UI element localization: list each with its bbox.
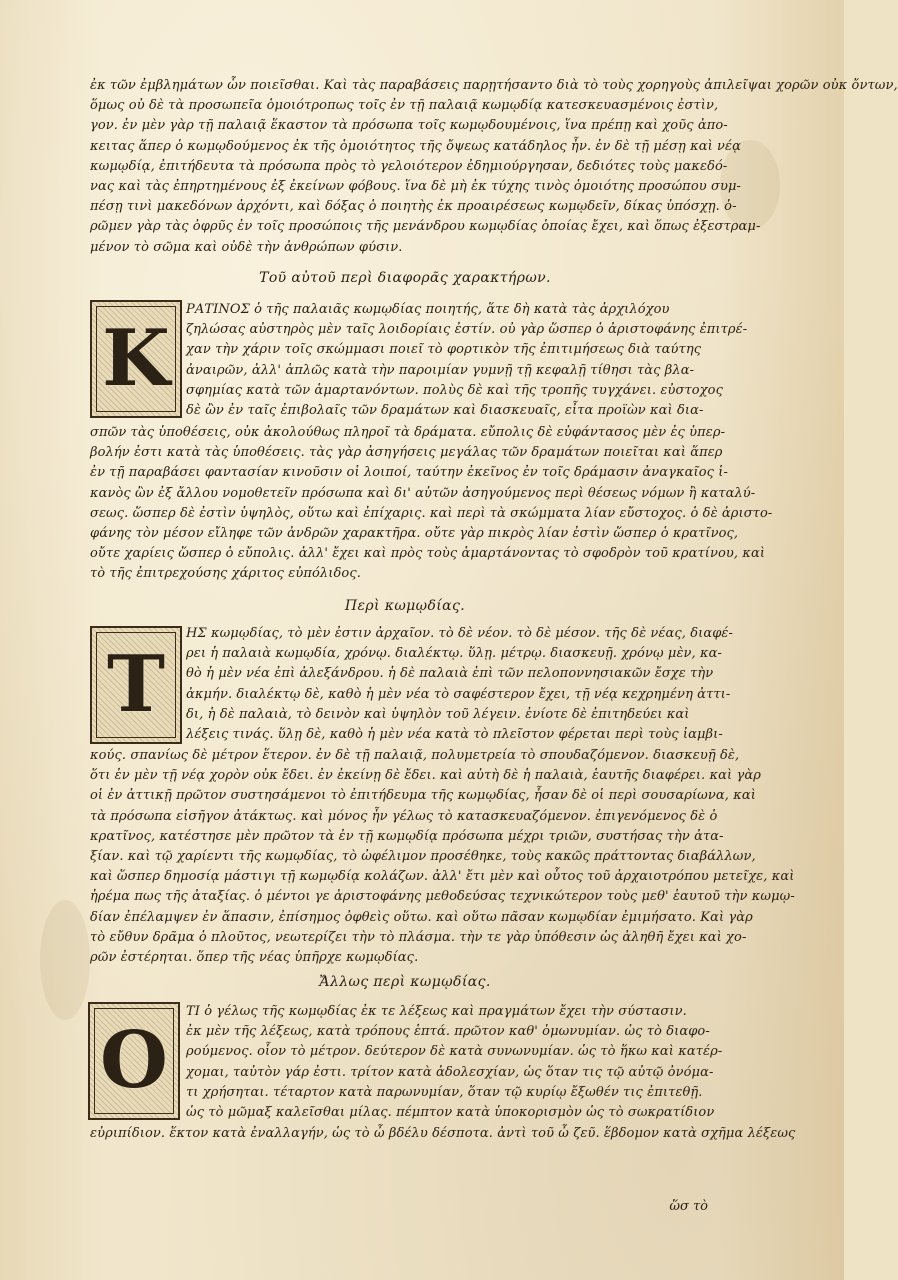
text-line: τὰ πρόσωπα εἰσῆγον ἀτάκτως. καὶ μόνος ἦν γέλως τὸ κατασκευαζόμενον. ἐπιγενόμενος δὲ ὁ xyxy=(90,808,718,824)
text-line: λέξεις τινάς. ὕλῃ δὲ, καθὸ ἡ μὲν νέα κατὰ τὸ πλεῖστον φέρεται περὶ τοὺς ἰαμβι- xyxy=(186,726,723,742)
text-line: ὡς τὸ μῶμαξ καλεῖσθαι μίλας. πέμπτον κατὰ ὑποκορισμὸν ὡς τὸ σωκρατίδιον xyxy=(186,1104,715,1120)
text-line: ἠρέμα πως τῆς ἀταξίας. ὁ μέντοι γε ἀριστοφάνης μεθοδεύσας τεχνικώτερον τοὺς μεθ' ἑαυτοῦ τὴν κωμῳ- xyxy=(90,889,795,905)
text-line: ΡΑΤΙΝΟΣ ὁ τῆς παλαιᾶς κωμῳδίας ποιητής, ἅτε δὴ κατὰ τὰς ἀρχιλόχου xyxy=(186,302,670,317)
text-line: δίαν ἐπέλαμψεν ἐν ἅπασιν, ἐπίσημος ὀφθεὶς οὕτω. καὶ οὕτω πᾶσαν κωμῳδίαν ἐμιμήσατο. Καὶ γὰρ xyxy=(90,909,753,925)
text-line: κούς. σπανίως δὲ μέτρον ἕτερον. ἐν δὲ τῇ παλαιᾷ, πολυμετρεία τὸ σπουδαζόμενον. διασκευῇ δὲ, xyxy=(90,748,740,763)
text-line: ρῶμεν γὰρ τὰς ὀφρῦς ἐν τοῖς προσώποις τῆς μενάνδρου κωμῳδίας ὁποίας ἔχει, καὶ ὅπως ἐξεστραμ- xyxy=(90,219,761,235)
text-line: ξίαν. καὶ τῷ χαρίεντι τῆς κωμῳδίας, τὸ ὠφέλιμον προσέθηκε, τοὺς κακῶς πράττοντας διαβάλλων, xyxy=(90,848,756,864)
initial-letter: Κ xyxy=(102,313,170,404)
text-line: θὸ ἡ μὲν νέα ἐπὶ ἀλεξάνδρου. ἡ δὲ παλαιὰ ἐπὶ τῶν πελοποννησιακῶν ἔσχε τὴν xyxy=(186,666,714,682)
text-line: πέσῃ τινὶ μακεδόνων ἀρχόντι, καὶ δόξας ὁ ποιητὴς ἐκ προαιρέσεως κωμῳδεῖν, δίκας ὑπόσχῃ. ὁ- xyxy=(90,199,737,215)
section-heading: Τοῦ αὐτοῦ περὶ διαφορᾶς χαρακτήρων. xyxy=(259,270,551,286)
text-line: ἐκ μὲν τῆς λέξεως, κατὰ τρόπους ἑπτά. πρῶτον καθ' ὁμωνυμίαν. ὡς τὸ διαφο- xyxy=(186,1024,710,1040)
text-line: οὔτε χαρίεις ὥσπερ ὁ εὔπολις. ἀλλ' ἔχει καὶ πρὸς τοὺς ἁμαρτάνοντας τὸ σφοδρὸν τοῦ κρατίνου, καὶ xyxy=(90,546,766,562)
text-line: ἀναιρῶν, ἀλλ' ἁπλῶς κατὰ τὴν παροιμίαν γυμνῇ τῇ κεφαλῇ τίθησι τὰς βλα- xyxy=(186,362,695,378)
text-line: καὶ ὥσπερ δημοσίᾳ μάστιγι τῇ κωμῳδίᾳ κολάζων. ἀλλ' ἔτι μὲν καὶ οὗτος τοῦ ἀρχαιοτρόπου μετεῖχε, καὶ xyxy=(90,869,795,885)
initial-frame xyxy=(96,632,176,738)
text-line: ζηλώσας αὐστηρὸς μὲν ταῖς λοιδορίαις ἐστίν. οὐ γὰρ ὥσπερ ὁ ἀριστοφάνης ἐπιτρέ- xyxy=(186,322,748,338)
text-line: ρούμενος. οἷον τὸ μέτρον. δεύτερον δὲ κατὰ συνωνυμίαν. ὡς τὸ ἥκω καὶ κατέρ- xyxy=(186,1044,723,1060)
section-paragraph xyxy=(90,746,795,968)
text-line: σεως. ὥσπερ δὲ ἐστὶν ὑψηλὸς, οὕτω καὶ ἐπίχαρις. καὶ περὶ τὰ σκώμματα λίαν εὔστοχος. ὁ δὲ ἀριστο- xyxy=(90,505,773,521)
text-line: ΤΙ ὁ γέλως τῆς κωμῳδίας ἐκ τε λέξεως καὶ πραγμάτων ἔχει τὴν σύστασιν. xyxy=(186,1004,687,1019)
text-line: κειτας ἅπερ ὁ κωμῳδούμενος ἐκ τῆς ὁμοιότητος τῆς ὄψεως κατάδηλος ἦν. ἐν δὲ τῇ μέσῃ καὶ νέᾳ xyxy=(90,138,741,154)
decorated-initial xyxy=(90,300,182,418)
text-line: δι, ἡ δὲ παλαιὰ, τὸ δεινὸν καὶ ὑψηλὸν τοῦ λέγειν. ἐνίοτε δὲ ἐπιτηδεύει καὶ xyxy=(186,706,690,722)
text-line: ΗΣ κωμῳδίας, τὸ μὲν ἐστιν ἀρχαῖον. τὸ δὲ νέον. τὸ δὲ μέσον. τῆς δὲ νέας, διαφέ- xyxy=(186,626,733,641)
text-line: ρει ἡ παλαιὰ κωμῳδία, χρόνῳ. διαλέκτῳ. ὕλῃ. μέτρῳ. διασκευῇ. χρόνῳ μὲν, κα- xyxy=(186,646,722,662)
text-line: γον. ἐν μὲν γὰρ τῇ παλαιᾷ ἕκαστον τὰ πρόσωπα τοῖς κωμῳδουμένοις, ἵνα πρέπῃ καὶ χοῦς ἀπο- xyxy=(90,118,728,134)
text-line: τὸ εὔθυν δρᾶμα ὁ πλοῦτος, νεωτερίζει τὴν τὸ πλάσμα. τὴν τε γὰρ ὑπόθεσιν ὡς ἀληθῆ ἔχει καὶ χο- xyxy=(90,929,747,945)
section-heading: Περὶ κωμῳδίας. xyxy=(344,598,466,614)
text-line: κρατῖνος, κατέστησε μὲν πρῶτον τὰ ἐν τῇ κωμῳδίᾳ πρόσωπα μέχρι τριῶν, συστήσας τὴν ἀτα- xyxy=(90,828,724,844)
text-line: σπῶν τὰς ὑποθέσεις, οὐκ ἀκολούθως πληροῖ τὰ δράματα. εὔπολις δὲ εὐφάντασος μὲν ἐς ὑπερ- xyxy=(90,425,726,440)
decorated-initial xyxy=(88,1002,180,1120)
text-line: οἱ ἐν ἀττικῇ πρῶτον συστησάμενοι τὸ ἐπιτήδευμα τῆς κωμῳδίας, ἦσαν δὲ οἱ περὶ σουσαρίωνα, καὶ xyxy=(90,788,756,804)
text-line: ὅμως οὐ δὲ τὰ προσωπεῖα ὁμοιότροπως τοῖς ἐν τῇ παλαιᾷ κωμῳδίᾳ κατεσκευασμένοις ἐστὶν, xyxy=(90,98,719,114)
section-paragraph xyxy=(90,1124,796,1144)
initial-frame xyxy=(96,306,176,412)
intro-paragraph xyxy=(90,76,898,258)
text-line: νας καὶ τὰς ἐπηρτημένους ἐξ ἐκείνων φόβους. ἵνα δὲ μὴ ἐκ τύχης τινὸς ὁμοιότης προσώπου συμ- xyxy=(90,178,741,194)
text-line: δὲ ὢν ἐν ταῖς ἐπιβολαῖς τῶν δραμάτων καὶ διασκευαῖς, εἶτα προϊὼν καὶ δια- xyxy=(186,402,704,418)
section-paragraph-indented xyxy=(186,300,748,421)
initial-frame xyxy=(94,1008,174,1114)
text-line: μένον τὸ σῶμα καὶ οὐδὲ τὴν ἀνθρώπων φύσιν. xyxy=(90,239,403,255)
catchword: ὥσ τὸ xyxy=(669,1199,708,1214)
text-line: ἐν τῇ παραβάσει φαντασίαν κινοῦσιν οἱ λοιποί, ταύτην ἐκεῖνος ἐν τοῖς δράμασιν ἀναγκαῖος ἱ- xyxy=(90,465,728,481)
section-paragraph xyxy=(90,423,773,585)
decorated-initial xyxy=(90,626,182,744)
text-line: σφημίας κατὰ τῶν ἁμαρτανόντων. πολὺς δὲ καὶ τῆς τροπῆς τυγχάνει. εὐστοχος xyxy=(186,382,723,398)
text-line: ἀκμήν. διαλέκτῳ δὲ, καθὸ ἡ μὲν νέα τὸ σαφέστερον ἔχει, τῇ νέᾳ κεχρημένη ἀττι- xyxy=(186,686,731,702)
text-line: τι χρήσηται. τέταρτον κατὰ παρωνυμίαν, ὅταν τῷ κυρίῳ ἔξωθέν τις ἐπιτεθῇ. xyxy=(186,1084,703,1100)
section-paragraph-indented xyxy=(186,624,733,745)
text-line: ρῶν ἐστέρηται. ὅπερ τῆς νέας ὑπῆρχε κωμῳδίας. xyxy=(90,949,419,965)
initial-letter: Τ xyxy=(106,639,166,730)
text-line: φάνης τὸν μέσον εἴληφε τῶν ἀνδρῶν χαρακτῆρα. οὔτε γὰρ πικρὸς λίαν ἐστὶν ὥσπερ ὁ κρατῖνος, xyxy=(90,525,739,541)
text-line: τὸ τῆς ἐπιτρεχούσης χάριτος εὐπόλιδος. xyxy=(90,566,361,582)
text-line: ἐκ τῶν ἐμβλημάτων ὧν ποιεῖσθαι. Καὶ τὰς παραβάσεις παρῃτήσαντο διὰ τὸ τοὺς χορηγοὺς ἀπιλεῖψαι χορῶν οὐκ ὄντων, xyxy=(90,78,898,93)
text-line: ὅτι ἐν μὲν τῇ νέᾳ χορὸν οὐκ ἔδει. ἐν ἐκείνῃ δὲ ἔδει. καὶ αὐτὴ δὲ ἡ παλαιὰ, ἑαυτῆς διαφέρει. καὶ γὰρ xyxy=(90,768,761,784)
section-paragraph-indented xyxy=(186,1002,723,1123)
initial-letter: Ο xyxy=(100,1015,168,1106)
text-line: κανὸς ὢν ἐξ ἄλλου νομοθετεῖν πρόσωπα καὶ δι' αὐτῶν ἀσηγούμενος περὶ θέσεως νόμων ἢ καταλύ- xyxy=(90,485,756,501)
text-line: εὐριπίδιον. ἕκτον κατὰ ἐναλλαγήν, ὡς τὸ ὦ βδέλυ δέσποτα. ἀντὶ τοῦ ὦ ζεῦ. ἕβδομον κατὰ σχῆμα λέξεως xyxy=(90,1126,796,1141)
paper-stain xyxy=(40,900,90,1020)
text-line: χομαι, ταὐτὸν γάρ ἐστι. τρίτον κατὰ ἀδολεσχίαν, ὡς ὅταν τις τῷ αὐτῷ ὀνόμα- xyxy=(186,1064,714,1080)
text-line: βολήν ἐστι κατὰ τὰς ὑποθέσεις. τὰς γὰρ ἀσηγήσεις μεγάλας τῶν δραμάτων ποιεῖται καὶ ἅπερ xyxy=(90,445,723,461)
text-line: χαν τὴν χάριν τοῖς σκώμμασι ποιεῖ τὸ φορτικὸν τῆς ἐπιτιμήσεως διὰ ταύτης xyxy=(186,342,702,358)
text-line: κωμῳδίᾳ, ἐπιτήδευτα τὰ πρόσωπα πρὸς τὸ γελοιότερον ἐδημιούργησαν, δεδιότες τοὺς μακεδό- xyxy=(90,158,728,174)
section-heading: Ἄλλως περὶ κωμῳδίας. xyxy=(319,974,491,990)
